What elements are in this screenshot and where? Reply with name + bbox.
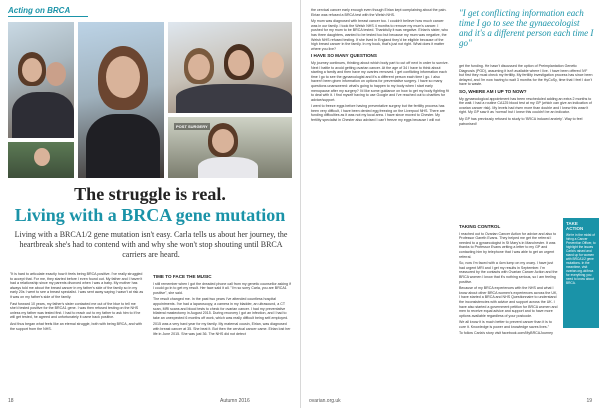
site-label: ovarian.org.uk: [309, 398, 341, 404]
paragraph: My gynaecological appointment has been rescheduled adding an extra 2 months to the wait. I had a routine CA125 blood test at my GP (which can give an indication of ovarian cancer risk). My levels had risen more than double and I knew this wasn't right. My GP saw it as 'normal' but I knew this couldn't be an indicator.: [459, 96, 592, 115]
page-number-left: 18: [8, 398, 14, 404]
paragraph: My GP has previously refused to study to 'BRCA induced anxiety'. Way to feel patronised!: [459, 116, 583, 126]
subheading: SO, WHERE AM I UP TO NOW?: [459, 88, 527, 94]
paragraph: The result changed me. In the past two years I've attended countless hospital appointments. I've had a laparoscopy, a camera in my bladder, an ultrasound, a CT scan, MRI scans and blood tests to check for ovarian cancer. I had my preventative bilateral mastectomy in August 2015. During recovery I got an infection, and I had to take an unexpected 6 months off work, which was really difficult being self-employed.: [153, 297, 289, 320]
paragraph: I went to freeze eggs before having preventative surgery but the fertility process has been very difficult, I have been denied egg freezing on the Liverpool NHS. There are funding difficulties as it was not my local area. I have since moved to Chester. My fertility specialist in Chester also advised I can't freeze my eggs because I will not: [311, 104, 445, 123]
paragraph: And thus began what feels like an eternal struggle, both with being BRCA, and with the support from the NHS.: [10, 321, 143, 331]
paragraph: the cervical cancer early enough even though Eirian kept complaining about the pain. Eirian was refused a BRCA test with the Welsh NHS.: [311, 8, 447, 17]
left-column-2: [153, 272, 291, 338]
standfirst: Living with a BRCA1/2 gene mutation isn't easy. Carla tells us about her journey, the heartbreak she's had to contend with and why she won't stop shouting until BRCA carriers are heard.: [14, 230, 288, 259]
paragraph: 2015 was a very hard year for my family. My maternal cousin, Eirian, was diagnosed with breast cancer at 35. She beat it. But then the cervical cancer came. Eirian lost her life in June 2015. She was just 36. The NHS did not detect: [153, 322, 291, 336]
paragraph: Fast forward 10 years, my father's sister contacted me out of the blue to tell me she'd tested positive for the BRCA1 gene. I was then refused testing on the NHS unless my father was tested first. I had to reach out to my father to ask him to if he will get tested, he agreed and unfortunately it came back positive.: [10, 301, 141, 320]
photo-group-selfie: [166, 20, 294, 115]
subheading: TAKING CONTROL: [459, 224, 501, 229]
subheading: I HAVE SO MANY QUESTIONS: [311, 53, 377, 59]
headline-block: [12, 184, 288, 225]
take-action-box: [563, 218, 599, 328]
paragraph: We all know it is much better to prevent cancer than it is to cure it. Knowledge is power and knowledge saves lives.": [459, 320, 552, 329]
paragraph: My mum was diagnosed with breast cancer too. I couldn't believe how much cancer was in our family. I took the Welsh NHS 4 months to remove my mum's cancer. I pushed for my mum to be BRCA tested. Thankfully it was negative. Eirian's sister, who has three daughters, wanted to be tested too but because my mum was negative, the Welsh NHS refused testing. If she lived in England they'd be eligible because of the high breast cancer in the family. In my book, that's just not right. What does it matter where you live?: [311, 19, 449, 51]
paragraph: So, now I'm faced with a 4cm lump on my ovary. I have just had urgent MRI and I get my results in September. I'm reassured by the contacts with Ovarian Cancer Action and the BRCA women I know that it's nothing serious, so I am feeling positive.: [459, 261, 558, 284]
photo-woman-portrait: [76, 20, 166, 180]
paragraph: "It is hard to articulate exactly how it feels being BRCA positive. I've really struggled to accept that. For me, they started before I even found out. My father and I haven't had a relationship since my parents divorced when I was a baby. My mother has always told me about the breast cancer in my father's side of the family so in my early 20s I went to see a breast specialist. I was sent away saying I wasn't at risk as it was on my father's side of the family.: [10, 272, 144, 299]
headline-line2: Living with a BRCA gene mutation: [14, 205, 286, 225]
photo-post-surgery: [166, 115, 294, 180]
take-action-text: We're in the midst of hiring a Cancer Prevention Officer, to highlight the issues Carla's raised and stand up for women with BRCA1/2 gene mutations. In the meantime, visit ovarian.org.uk/brca for everything you need to know about BRCA.: [566, 233, 596, 285]
photo-caption: POST SURGERY: [176, 124, 208, 129]
photo-outdoor: [6, 140, 76, 180]
right-page: [300, 0, 600, 408]
paragraph: To follow Carla's story visit facebook.com/MyBRCAJourney: [459, 331, 553, 336]
photo-collage: [6, 20, 294, 180]
right-column-2: [459, 64, 593, 128]
paragraph: Because of my BRCA experiences with the NHS and what I know about other BRCA women's experiences across the UK, I have started a BRCA and NHS Questionnaire to understand the inconsistencies with advice and support across the UK. I have also started a government petition for BRCA women and men to receive equal advice and support and to have more options available regardless of your postcode.: [459, 286, 558, 318]
issue-label: Autumn 2016: [220, 398, 250, 404]
pull-quote: "I get conflicting information each time I go to see the gynaecologist and it's a different person each time I go": [459, 8, 594, 48]
right-column-2-continued: [459, 222, 559, 338]
section-rule: [8, 16, 88, 17]
left-column-1: [10, 272, 145, 333]
right-column-1: [311, 8, 451, 125]
paragraph: get the funding. He hasn't discussed the option of Preimplantation Genetic Diagnosis (PGD), assuming it isn't available where I live. I have been offered IVF but first they must check my fertility. My fertility investigation process has since been delayed, and I'm now having to wait 3 months for the HyCoSy, time that I feel I don't have to waste.: [459, 64, 593, 87]
headline-line1: The struggle is real.: [74, 184, 226, 204]
section-label: Acting on BRCA: [8, 6, 71, 15]
paragraph: I reached out to Ovarian Cancer Action for advice and also to Professor Gareth Evans. They helped me get the referral I needed to a gynaecologist in St Mary's in Manchester. It was thanks to Professor Evans writing a letter to my GP and contacting him by telephone that I was able to get an urgent referral.: [459, 231, 557, 259]
subheading: TIME TO FACE THE MUSIC: [153, 274, 212, 279]
take-action-title: TAKE ACTION: [566, 221, 584, 231]
page-number-right: 19: [586, 398, 592, 404]
paragraph: My journey continues, thinking about which body part to cut off next in order to survive. Next I battle to avoid getting ovarian cancer. At the age of 34 I have to think about starting a family and then have my ovaries removed. I get conflicting information each time I go to see the gynaecologist and it's a different person each time I go. I also haven't been given information on options for preventative surgery. I have so many questions unanswered: what's going to happen to my body when I start early menopause after my surgery? I'd like some guidance on how to get my body fighting fit to deal with it. I find myself having to use Google and I've reached out to charities for advice/support.: [311, 60, 449, 102]
photo-couple-selfie: [6, 20, 76, 140]
paragraph: I still remember when I got the dreaded phone call from my genetic counsellor asking if I could go in to get my result. Her face said it all. "I'm so sorry Carla, you are BRCA1 positive", she said.: [153, 281, 291, 295]
